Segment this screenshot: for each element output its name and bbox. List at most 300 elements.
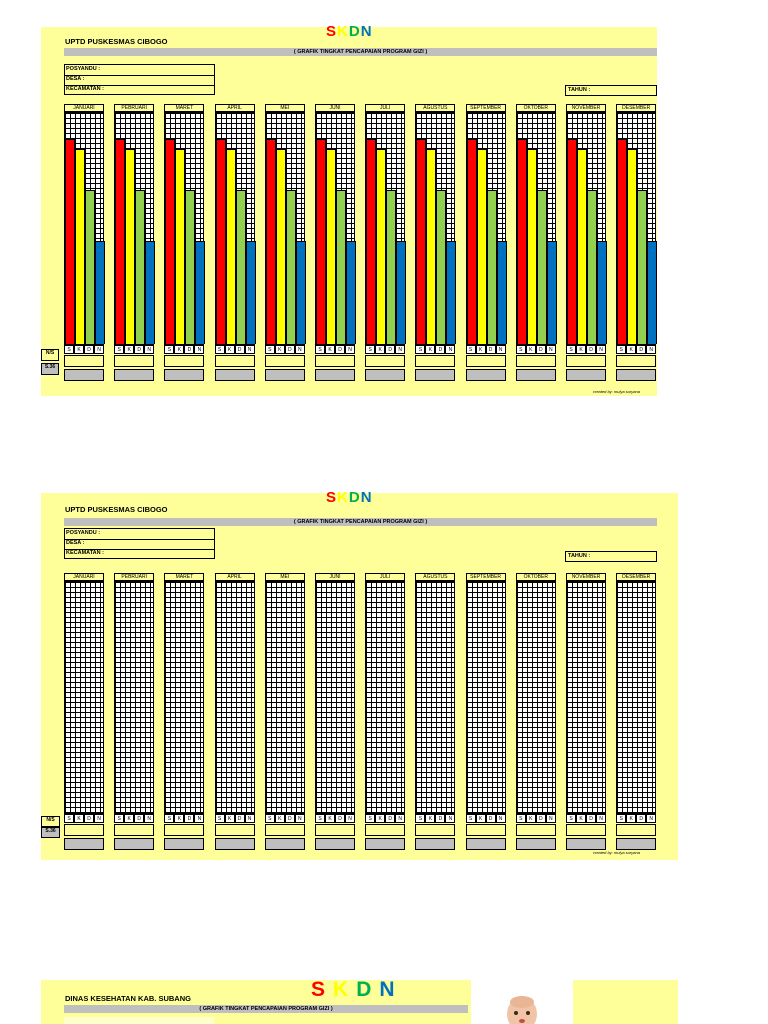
info-posyandu: POSYANDU : [66, 66, 101, 72]
month-block-agustus [415, 104, 455, 385]
bar-label-n: N [546, 814, 556, 823]
chart-subtitle: ( GRAFIK TINGKAT PENCAPAIAN PROGRAM GIZI ) [64, 518, 657, 526]
s36-value-cell [566, 369, 606, 381]
bar-n-agustus [446, 241, 456, 344]
bar-label-d: D [134, 345, 144, 354]
month-block-september [466, 104, 506, 385]
ns-value-cell [215, 355, 255, 367]
month-label: MEI [265, 104, 305, 112]
month-plot-grid [114, 112, 154, 345]
s36-value-cell [365, 838, 405, 850]
month-plot-grid [215, 581, 255, 814]
s36-value-cell [466, 838, 506, 850]
bar-label-s: S [466, 814, 476, 823]
bar-label-k: K [174, 345, 184, 354]
month-plot-grid [315, 112, 355, 345]
month-plot-grid [164, 112, 204, 345]
bar-label-s: S [516, 345, 526, 354]
logo-letter-s: S [326, 489, 338, 506]
month-block-maret [164, 104, 204, 385]
info-desa: DESA : [66, 540, 85, 546]
info-posyandu: POSYANDU : [66, 530, 101, 536]
month-label: NOVEMBER [566, 573, 606, 581]
s36-value-cell [415, 369, 455, 381]
bar-label-s: S [315, 814, 325, 823]
ns-value-cell [516, 355, 556, 367]
bar-label-n: N [194, 814, 204, 823]
logo-letter-s: S [311, 978, 334, 1001]
bar-n-maret [195, 241, 205, 344]
bar-k-desember [627, 149, 637, 344]
bar-label-s: S [415, 345, 425, 354]
s36-value-cell [265, 369, 305, 381]
baby-photo [471, 980, 573, 1024]
ns-value-cell [365, 824, 405, 836]
skdn-logo [326, 489, 373, 506]
ns-value-cell [215, 824, 255, 836]
bar-label-k: K [526, 814, 536, 823]
s36-value-cell [516, 838, 556, 850]
logo-letter-d: D [348, 489, 361, 506]
bar-s-april [216, 139, 226, 344]
bar-label-n: N [345, 814, 355, 823]
bar-n-mei [296, 241, 306, 344]
month-label: OKTOBER [516, 573, 556, 581]
ns-value-cell [114, 824, 154, 836]
bar-label-s: S [64, 345, 74, 354]
logo-letter-d: D [356, 978, 380, 1001]
bar-n-desember [647, 241, 657, 344]
bar-label-k: K [74, 345, 84, 354]
month-block-juni [315, 573, 355, 854]
bar-label-s: S [215, 814, 225, 823]
month-label: MARET [164, 104, 204, 112]
bar-label-k: K [576, 345, 586, 354]
bar-n-juli [396, 241, 406, 344]
month-block-pebruari [114, 104, 154, 385]
month-plot-grid [64, 581, 104, 814]
s36-value-cell [164, 369, 204, 381]
bar-label-s: S [566, 345, 576, 354]
bar-label-s: S [616, 814, 626, 823]
month-block-januari [64, 104, 104, 385]
month-block-mei [265, 104, 305, 385]
ns-value-cell [466, 355, 506, 367]
logo-letter-d: D [348, 23, 361, 40]
bar-label-d: D [84, 814, 94, 823]
bar-label-d: D [636, 345, 646, 354]
bar-d-juni [336, 190, 346, 344]
bar-s-pebruari [115, 139, 125, 344]
s36-value-cell [415, 838, 455, 850]
month-plot-grid [365, 581, 405, 814]
bar-label-k: K [225, 814, 235, 823]
bar-d-maret [185, 190, 195, 344]
bar-label-k: K [425, 345, 435, 354]
bar-label-s: S [516, 814, 526, 823]
month-label: AGUSTUS [415, 573, 455, 581]
bar-d-oktober [537, 190, 547, 344]
s36-value-cell [516, 369, 556, 381]
bar-label-s: S [114, 345, 124, 354]
month-block-mei [265, 573, 305, 854]
bar-label-s: S [365, 345, 375, 354]
info-kecamatan: KECAMATAN : [66, 550, 104, 556]
bar-s-juli [366, 139, 376, 344]
bar-s-januari [65, 139, 75, 344]
month-plot-grid [616, 581, 656, 814]
ns-value-cell [64, 824, 104, 836]
bar-label-s: S [466, 345, 476, 354]
logo-letter-n: N [360, 23, 373, 40]
logo-letter-k: K [337, 23, 349, 40]
info-kecamatan: KECAMATAN : [66, 86, 104, 92]
bar-label-n: N [596, 345, 606, 354]
bar-label-k: K [526, 345, 536, 354]
month-plot-grid [415, 112, 455, 345]
bar-label-n: N [144, 345, 154, 354]
month-plot-grid [516, 581, 556, 814]
month-label: JULI [365, 104, 405, 112]
bar-k-april [226, 149, 236, 344]
bar-s-mei [266, 139, 276, 344]
bar-k-juni [326, 149, 336, 344]
s36-value-cell [64, 838, 104, 850]
bar-label-s: S [114, 814, 124, 823]
month-label: JANUARI [64, 104, 104, 112]
logo-letter-n: N [360, 489, 373, 506]
month-label: JANUARI [64, 573, 104, 581]
bar-label-n: N [496, 345, 506, 354]
month-plot-grid [265, 112, 305, 345]
month-plot-grid [466, 581, 506, 814]
bar-label-s: S [616, 345, 626, 354]
bar-d-september [487, 190, 497, 344]
s36-value-cell [365, 369, 405, 381]
bar-label-s: S [164, 814, 174, 823]
ns-row-label: N/S [41, 816, 60, 827]
s36-value-cell [164, 838, 204, 850]
bar-label-d: D [285, 345, 295, 354]
s36-value-cell [215, 838, 255, 850]
sheet-2 [41, 489, 678, 860]
credit-text: created by: mulya suryana [593, 850, 640, 855]
bar-label-k: K [425, 814, 435, 823]
bar-k-pebruari [125, 149, 135, 344]
month-block-april [215, 104, 255, 385]
month-label: SEPTEMBER [466, 573, 506, 581]
bar-k-mei [276, 149, 286, 344]
bar-label-k: K [124, 814, 134, 823]
chart-subtitle: ( GRAFIK TINGKAT PENCAPAIAN PROGRAM GIZI ) [64, 1005, 468, 1013]
bar-s-november [567, 139, 577, 344]
ns-row-label: N/S [41, 349, 59, 361]
bar-label-n: N [445, 345, 455, 354]
ns-value-cell [265, 355, 305, 367]
ns-value-cell [566, 824, 606, 836]
bar-label-n: N [596, 814, 606, 823]
logo-letter-k: K [333, 978, 357, 1001]
tahun-field: TAHUN : [565, 551, 657, 562]
bar-label-n: N [295, 814, 305, 823]
org-name: DINAS KESEHATAN KAB. SUBANG [65, 994, 191, 1003]
ns-value-cell [365, 355, 405, 367]
month-label: APRIL [215, 104, 255, 112]
bar-label-d: D [184, 345, 194, 354]
ns-value-cell [64, 355, 104, 367]
bar-s-maret [165, 139, 175, 344]
bar-label-d: D [586, 345, 596, 354]
bar-n-juni [346, 241, 356, 344]
month-label: MEI [265, 573, 305, 581]
bar-label-d: D [84, 345, 94, 354]
month-block-maret [164, 573, 204, 854]
month-plot-grid [466, 112, 506, 345]
month-block-september [466, 573, 506, 854]
bar-s-juni [316, 139, 326, 344]
ns-value-cell [415, 355, 455, 367]
skdn-logo-large [311, 978, 403, 1002]
bar-label-d: D [435, 345, 445, 354]
bar-d-januari [85, 190, 95, 344]
month-block-pebruari [114, 573, 154, 854]
month-block-juli [365, 573, 405, 854]
ns-value-cell [516, 824, 556, 836]
ns-value-cell [265, 824, 305, 836]
ns-value-cell [566, 355, 606, 367]
s36-value-cell [114, 838, 154, 850]
s36-value-cell [64, 369, 104, 381]
bar-label-n: N [94, 814, 104, 823]
month-block-april [215, 573, 255, 854]
month-plot-grid [566, 112, 606, 345]
bar-d-desember [637, 190, 647, 344]
bar-label-n: N [295, 345, 305, 354]
sheet-1 [41, 23, 657, 396]
bar-label-d: D [335, 814, 345, 823]
s36-value-cell [215, 369, 255, 381]
month-plot-grid [114, 581, 154, 814]
month-block-oktober [516, 573, 556, 854]
bar-n-september [497, 241, 507, 344]
bar-label-k: K [476, 814, 486, 823]
bar-label-k: K [375, 814, 385, 823]
month-block-januari [64, 573, 104, 854]
bar-s-oktober [517, 139, 527, 344]
bar-label-n: N [395, 814, 405, 823]
month-label: OKTOBER [516, 104, 556, 112]
month-label: AGUSTUS [415, 104, 455, 112]
s36-value-cell [566, 838, 606, 850]
month-block-desember [616, 104, 656, 385]
bar-d-agustus [436, 190, 446, 344]
bar-label-n: N [646, 814, 656, 823]
month-block-november [566, 573, 606, 854]
bar-label-s: S [215, 345, 225, 354]
bar-k-januari [75, 149, 85, 344]
month-block-oktober [516, 104, 556, 385]
month-plot-grid [315, 581, 355, 814]
logo-letter-n: N [379, 978, 403, 1001]
month-label: JULI [365, 573, 405, 581]
month-label: DESEMBER [616, 573, 656, 581]
bar-label-s: S [415, 814, 425, 823]
month-plot-grid [365, 112, 405, 345]
org-name: UPTD PUSKESMAS CIBOGO [65, 505, 168, 514]
bar-k-september [477, 149, 487, 344]
bar-k-agustus [426, 149, 436, 344]
bar-d-november [587, 190, 597, 344]
bar-label-s: S [566, 814, 576, 823]
bar-label-d: D [235, 345, 245, 354]
month-block-agustus [415, 573, 455, 854]
sheet-3 [41, 980, 678, 1024]
month-plot-grid [516, 112, 556, 345]
ns-value-cell [616, 355, 656, 367]
bar-label-d: D [536, 814, 546, 823]
tahun-field: TAHUN : [565, 85, 657, 96]
bar-k-november [577, 149, 587, 344]
bar-label-d: D [385, 814, 395, 823]
bar-label-n: N [546, 345, 556, 354]
bar-label-k: K [74, 814, 84, 823]
info-box-top [64, 1017, 214, 1024]
bar-label-n: N [646, 345, 656, 354]
month-block-juli [365, 104, 405, 385]
s36-row-label: S.36 [41, 827, 60, 838]
bar-label-n: N [445, 814, 455, 823]
bar-k-oktober [527, 149, 537, 344]
bar-n-januari [95, 241, 105, 344]
month-plot-grid [64, 112, 104, 345]
bar-label-k: K [476, 345, 486, 354]
bar-label-s: S [315, 345, 325, 354]
month-label: JUNI [315, 573, 355, 581]
month-label: PEBRUARI [114, 104, 154, 112]
info-desa: DESA : [66, 76, 85, 82]
ns-value-cell [315, 824, 355, 836]
bar-k-juli [376, 149, 386, 344]
bar-label-k: K [225, 345, 235, 354]
bar-label-n: N [496, 814, 506, 823]
bar-n-april [246, 241, 256, 344]
s36-value-cell [616, 838, 656, 850]
bar-s-september [467, 139, 477, 344]
bar-label-n: N [194, 345, 204, 354]
chart-subtitle: ( GRAFIK TINGKAT PENCAPAIAN PROGRAM GIZI ) [64, 48, 657, 56]
month-block-juni [315, 104, 355, 385]
bar-label-d: D [235, 814, 245, 823]
s36-value-cell [315, 838, 355, 850]
bar-label-d: D [285, 814, 295, 823]
bar-label-k: K [626, 345, 636, 354]
bar-label-k: K [124, 345, 134, 354]
month-plot-grid [415, 581, 455, 814]
month-label: APRIL [215, 573, 255, 581]
bar-n-november [597, 241, 607, 344]
bar-label-k: K [626, 814, 636, 823]
bar-label-n: N [395, 345, 405, 354]
month-label: SEPTEMBER [466, 104, 506, 112]
month-block-november [566, 104, 606, 385]
bar-label-s: S [365, 814, 375, 823]
logo-letter-k: K [337, 489, 349, 506]
month-plot-grid [566, 581, 606, 814]
bar-label-s: S [265, 814, 275, 823]
month-plot-grid [215, 112, 255, 345]
org-name: UPTD PUSKESMAS CIBOGO [65, 37, 168, 46]
bar-label-d: D [636, 814, 646, 823]
bar-label-n: N [245, 345, 255, 354]
month-label: MARET [164, 573, 204, 581]
bar-label-d: D [335, 345, 345, 354]
bar-label-s: S [64, 814, 74, 823]
bar-label-k: K [275, 814, 285, 823]
bar-label-k: K [325, 814, 335, 823]
bar-label-d: D [385, 345, 395, 354]
month-plot-grid [265, 581, 305, 814]
bar-n-pebruari [145, 241, 155, 344]
bar-label-s: S [164, 345, 174, 354]
month-plot-grid [616, 112, 656, 345]
bar-d-mei [286, 190, 296, 344]
s36-value-cell [616, 369, 656, 381]
bar-s-agustus [416, 139, 426, 344]
ns-value-cell [164, 355, 204, 367]
bar-label-n: N [144, 814, 154, 823]
month-label: DESEMBER [616, 104, 656, 112]
info-box [64, 64, 215, 95]
s36-value-cell [315, 369, 355, 381]
month-label: NOVEMBER [566, 104, 606, 112]
bar-label-k: K [576, 814, 586, 823]
bar-label-d: D [184, 814, 194, 823]
logo-letter-s: S [326, 23, 338, 40]
bar-label-d: D [586, 814, 596, 823]
bar-label-d: D [435, 814, 445, 823]
ns-value-cell [315, 355, 355, 367]
s36-value-cell [265, 838, 305, 850]
month-label: JUNI [315, 104, 355, 112]
bar-label-d: D [536, 345, 546, 354]
s36-value-cell [466, 369, 506, 381]
bar-d-pebruari [135, 190, 145, 344]
credit-text: created by: mulya suryana [593, 389, 640, 394]
bar-label-s: S [265, 345, 275, 354]
bar-label-k: K [275, 345, 285, 354]
bar-s-desember [617, 139, 627, 344]
ns-value-cell [415, 824, 455, 836]
ns-value-cell [616, 824, 656, 836]
bar-label-n: N [245, 814, 255, 823]
s36-row-label: S.36 [41, 363, 59, 375]
bar-n-oktober [547, 241, 557, 344]
month-label: PEBRUARI [114, 573, 154, 581]
bar-d-juli [386, 190, 396, 344]
bar-label-k: K [325, 345, 335, 354]
month-block-desember [616, 573, 656, 854]
bar-label-d: D [134, 814, 144, 823]
ns-value-cell [466, 824, 506, 836]
bar-label-d: D [486, 814, 496, 823]
month-plot-grid [164, 581, 204, 814]
bar-label-n: N [345, 345, 355, 354]
bar-label-d: D [486, 345, 496, 354]
s36-value-cell [114, 369, 154, 381]
info-box [64, 528, 215, 559]
bar-d-april [236, 190, 246, 344]
bar-k-maret [175, 149, 185, 344]
